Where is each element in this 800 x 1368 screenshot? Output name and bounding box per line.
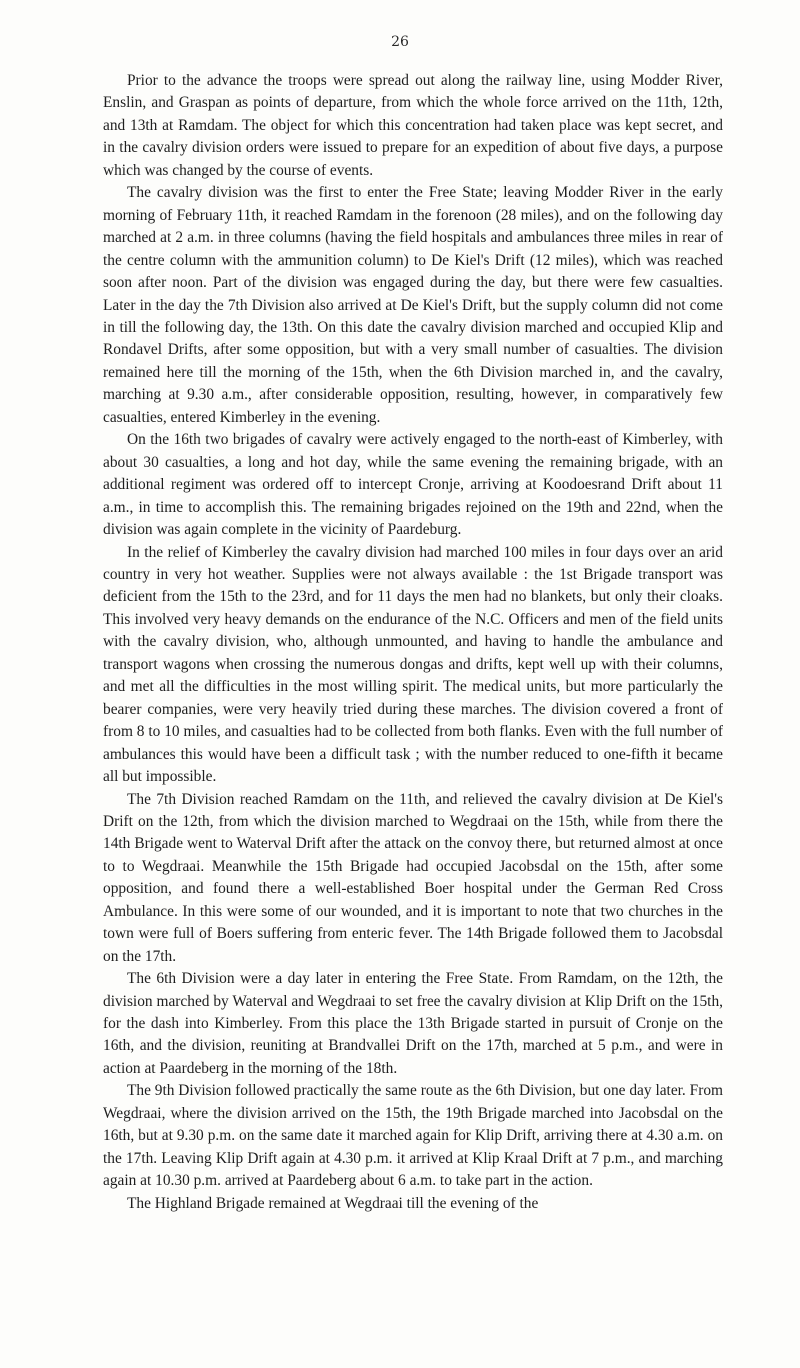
paragraph: On the 16th two brigades of cavalry were actively engaged to the north-east of Kimberley, with about 30 casualties, a long and hot day, while the same evening the remaining brigade, with an additional regiment was ordered off to intercept Cronje, arriving at Koodoesrand Drift about 11 a.m., in time to accomplish this. The remaining brigades rejoined on the 19th and 22nd, when the division was again complete in the vicinity of Paardeburg. xyxy=(103,431,723,539)
paragraph: The cavalry division was the first to enter the Free State; leaving Modder River in the early morning of February 11th, it reached Ramdam in the forenoon (28 miles), and on the following day marched at 2 a.m. in three columns (having the field hospitals and ambulances three miles in rear of the centre column with the ammunition column) to De Kiel's Drift (12 miles), which was reached soon after noon. Part of the division was engaged during the day, but there were few casualties. Later in the day the 7th Division also arrived at De Kiel's Drift, but the supply column did not come in till the following day, the 13th. On this date the cavalry division marched and occupied Klip and Rondavel Drifts, after some opposition, but with a very small number of casualties. The division remained here till the morning of the 15th, when the 6th Division marched in, and the cavalry, marching at 9.30 a.m., after considerable opposition, resulting, however, in comparatively few casualties, entered Kimberley in the evening. xyxy=(103,184,723,426)
paragraph: The 6th Division were a day later in entering the Free State. From Ramdam, on the 12th, the division marched by Waterval and Wegdraai to set free the cavalry division at Klip Drift on the 15th, for the dash into Kimberley. From this place the 13th Brigade started in pursuit of Cronje on the 16th, and the division, reuniting at Brandvallei Drift on the 17th, marched at 5 p.m., and were in action at Paardeberg in the morning of the 18th. xyxy=(103,970,723,1077)
paragraph: The 7th Division reached Ramdam on the 11th, and relieved the cavalry division at De Kiel's Drift on the 12th, from which the division marched to Wegdraai on the 15th, while from there the 14th Brigade went to Waterval Drift after the attack on the convoy there, but returned almost at once to to Wegdraai. Meanwhile the 15th Brigade had occupied Jacobsdal on the 15th, after some opposition, and found there a well-established Boer hospital under the German Red Cross Ambulance. In this were some of our wounded, and it is important to note that two churches in the town were full of Boers suffering from enteric fever. The 14th Brigade followed them to Jacobsdal on the 17th. xyxy=(103,790,723,965)
page-number: 26 xyxy=(391,34,409,50)
paragraph: Prior to the advance the troops were spread out along the railway line, using Modder River, Enslin, and Graspan as points of departure, from which the whole force arrived on the 11th, 12th, and 13th at Ramdam. The object for which this concentration had taken place was kept secret, and in the cavalry division orders were issued to prepare for an expedition of about five days, a purpose which was changed by the course of events. xyxy=(103,72,723,179)
paragraph: In the relief of Kimberley the cavalry division had marched 100 miles in four days over an arid country in very hot weather. Supplies were not always available : the 1st Brigade transport was deficient from the 15th to the 23rd, and for 11 days the men had no blankets, but only their cloaks. This involved very heavy demands on the endurance of the N.C. Officers and men of the field units with the cavalry division, who, although unmounted, and having to handle the ambulance and transport wagons when crossing the numerous dongas and drifts, kept well up with their columns, and met all the difficulties in the most willing spirit. The medical units, but more particularly the bearer companies, were very heavily tried during these marches. The division covered a front of from 8 to 10 miles, and casualties had to be collected from both flanks. Even with the full number of ambulances this would have been a difficult task ; with the number reduced to one-fifth it became all but impossible. xyxy=(103,543,723,786)
paragraph: The Highland Brigade remained at Wegdraai till the evening of the xyxy=(127,1194,539,1212)
paragraph: The 9th Division followed practically the same route as the 6th Division, but one day later. From Wegdraai, where the division arrived on the 15th, the 19th Brigade marched into Jacobsdal on the 16th, but at 9.30 p.m. on the same date it marched again for Klip Drift, arriving there at 4.30 a.m. on the 17th. Leaving Klip Drift again at 4.30 p.m. it arrived at Klip Kraal Drift at 7 p.m., and marching again at 10.30 p.m. arrived at Paardeberg about 6 a.m. to take part in the action. xyxy=(103,1082,723,1190)
body-text xyxy=(103,70,723,1215)
